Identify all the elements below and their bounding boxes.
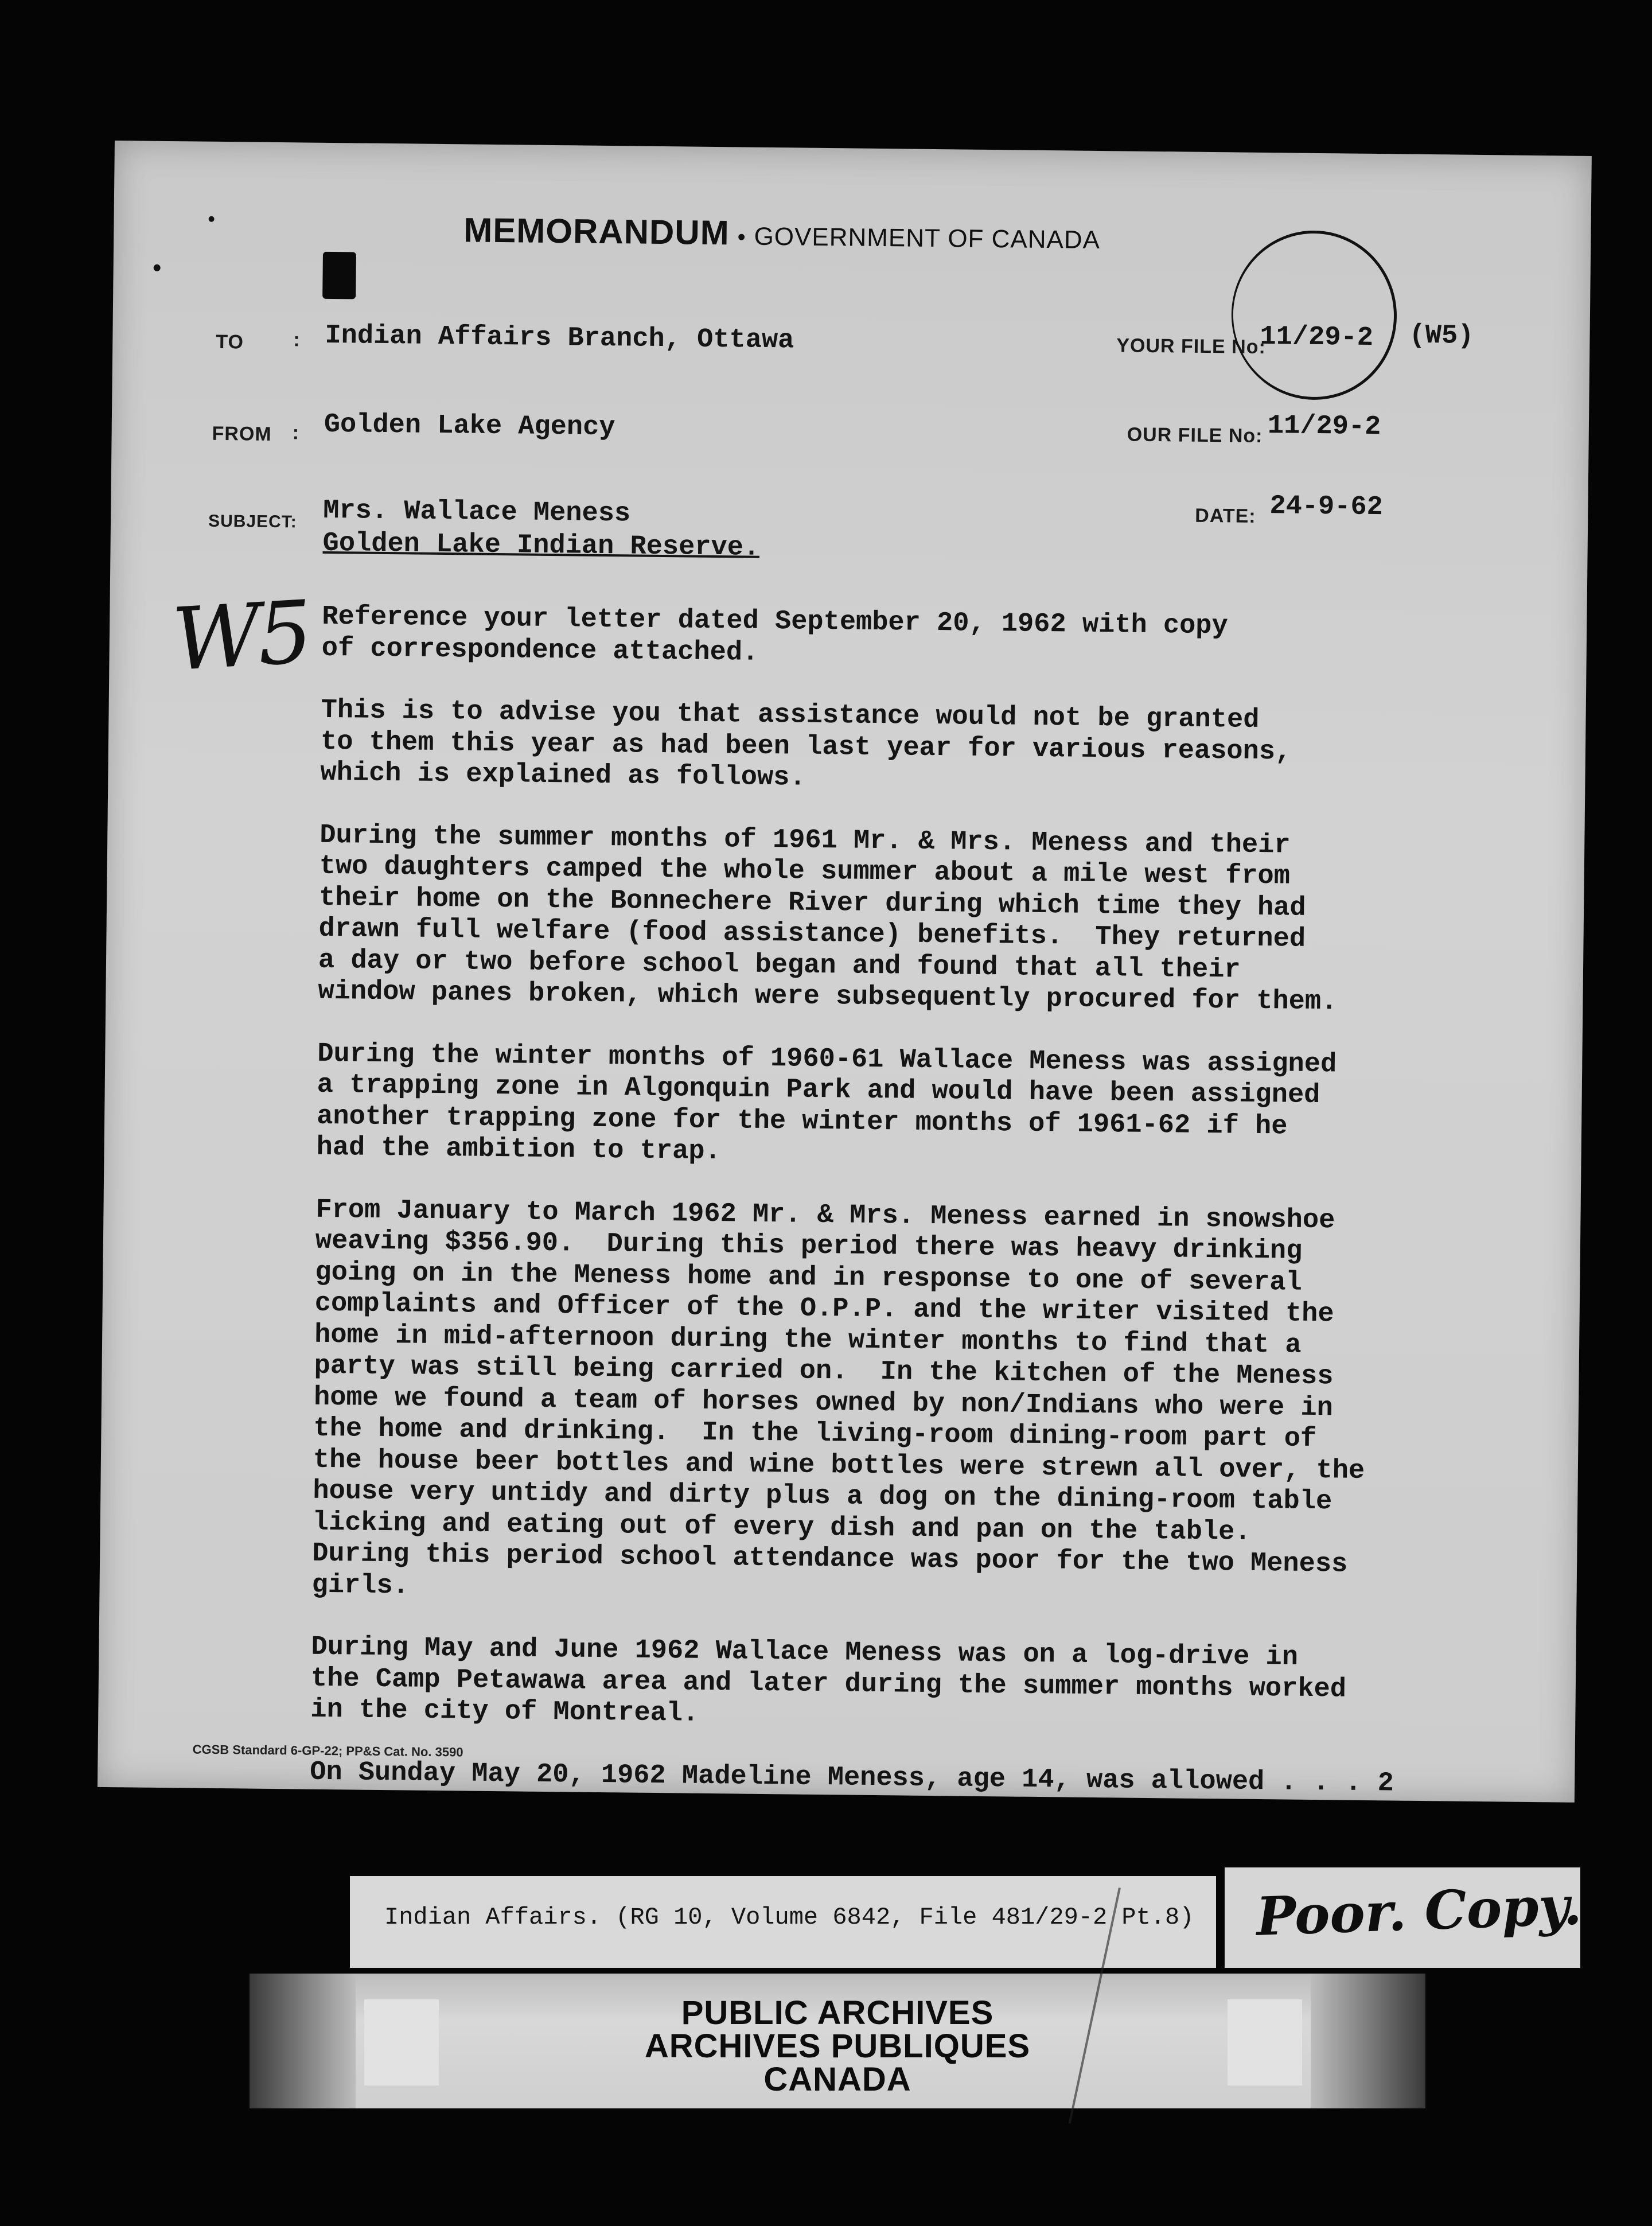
archive-label [250,1994,1425,2098]
subject-label: SUBJECT: [208,511,297,532]
body-paragraph: During May and June 1962 Wallace Meness was on a log-drive in the Camp Petawawa area and later during the summer months worked in the city of Montreal. [310,1632,1347,1729]
poor-copy-note: Poor. Copy. [1255,1874,1583,1948]
memo-title [463,210,1100,256]
body-paragraph: During the summer months of 1961 Mr. & Mrs. Meness and their two daughters camped the whole summer about a mile west from their home on the Bonnechere River during which time they had drawn full welfare (food assistance) benefits. They returned a day or two before school began and found that all their window panes broken, which were subsequently procured for them. [318,820,1338,1018]
memo-sheet [98,141,1592,1803]
file-number-circle [1221,221,1407,410]
body-paragraph: Reference your letter dated September 20, 1962 with copy of correspondence attached. [321,601,1228,668]
government-heading: GOVERNMENT OF CANADA [754,222,1101,254]
margin-note-w5: W5 [170,582,312,691]
citation-text: Indian Affairs. (RG 10, Volume 6842, File 481/29-2 Pt.8) [384,1904,1194,1931]
black-tab-mark [322,252,356,299]
form-code: CGSB Standard 6-GP-22; PP&S Cat. No. 3590 [192,1742,463,1760]
your-file-value: 11/29-2 [1260,321,1374,353]
date-value: 24-9-62 [1269,491,1384,523]
your-file-annotation: (W5) [1409,320,1474,352]
poor-copy-card [1225,1867,1583,1968]
your-file-label: YOUR FILE No: [1116,334,1266,359]
body-paragraph: From January to March 1962 Mr. & Mrs. Meness earned in snowshoe weaving $356.90. During this period there was heavy drinking going on in the Meness home and in response to one of several complaints and Officer of the O.P.P. and the writer visited the home in mid-afternoon during the winter months to find that a party was still being carried on. In the kitchen of the Meness home we found a team of horses owned by non/Indians who were in the home and drinking. In the living-room dining-room part of the house beer bottles and wine bottles were strewn all over, the house very untidy and dirty plus a dog on the dining-room table licking and eating out of every dish and pan on the table. During this period school attendance was poor for the two Meness girls. [311,1194,1365,1602]
archive-line-1: PUBLIC ARCHIVES [681,1994,994,2032]
archive-line-3: CANADA [763,2061,911,2098]
archive-line-2: ARCHIVES PUBLIQUES [644,2027,1031,2065]
body-paragraph: During the winter months of 1960-61 Wallace Meness was assigned a trapping zone in Algonquin Park and would have been assigned another trapping zone for the winter months of 1961-62 if he had the ambition to trap. [316,1038,1337,1168]
to-value: Indian Affairs Branch, Ottawa [325,320,794,356]
to-label: TO [216,330,244,353]
speck-mark [154,264,161,271]
from-label: FROM [212,422,272,445]
archive-strip [250,1974,1425,2108]
subject-line-1: Mrs. Wallace Meness [322,495,631,530]
our-file-value: 11/29-2 [1267,411,1381,443]
from-separator: : [292,422,300,444]
speck-mark [209,216,215,222]
subject-line-2: Golden Lake Indian Reserve. [322,528,760,563]
citation-strip [350,1876,1216,1968]
memo-body [309,602,1561,1832]
date-label: DATE: [1195,504,1256,527]
memorandum-heading: MEMORANDUM [463,211,730,252]
body-paragraph: This is to advise you that assistance would not be granted to them this year as had been last year for various reasons, which is explained as follows. [320,695,1292,793]
body-paragraph: On Sunday May 20, 1962 Madeline Meness, age 14, was allowed . . . 2 [309,1757,1394,1799]
our-file-label: OUR FILE No: [1127,423,1263,447]
title-separator: • [737,224,746,250]
to-separator: : [293,329,301,351]
from-value: Golden Lake Agency [324,409,615,443]
